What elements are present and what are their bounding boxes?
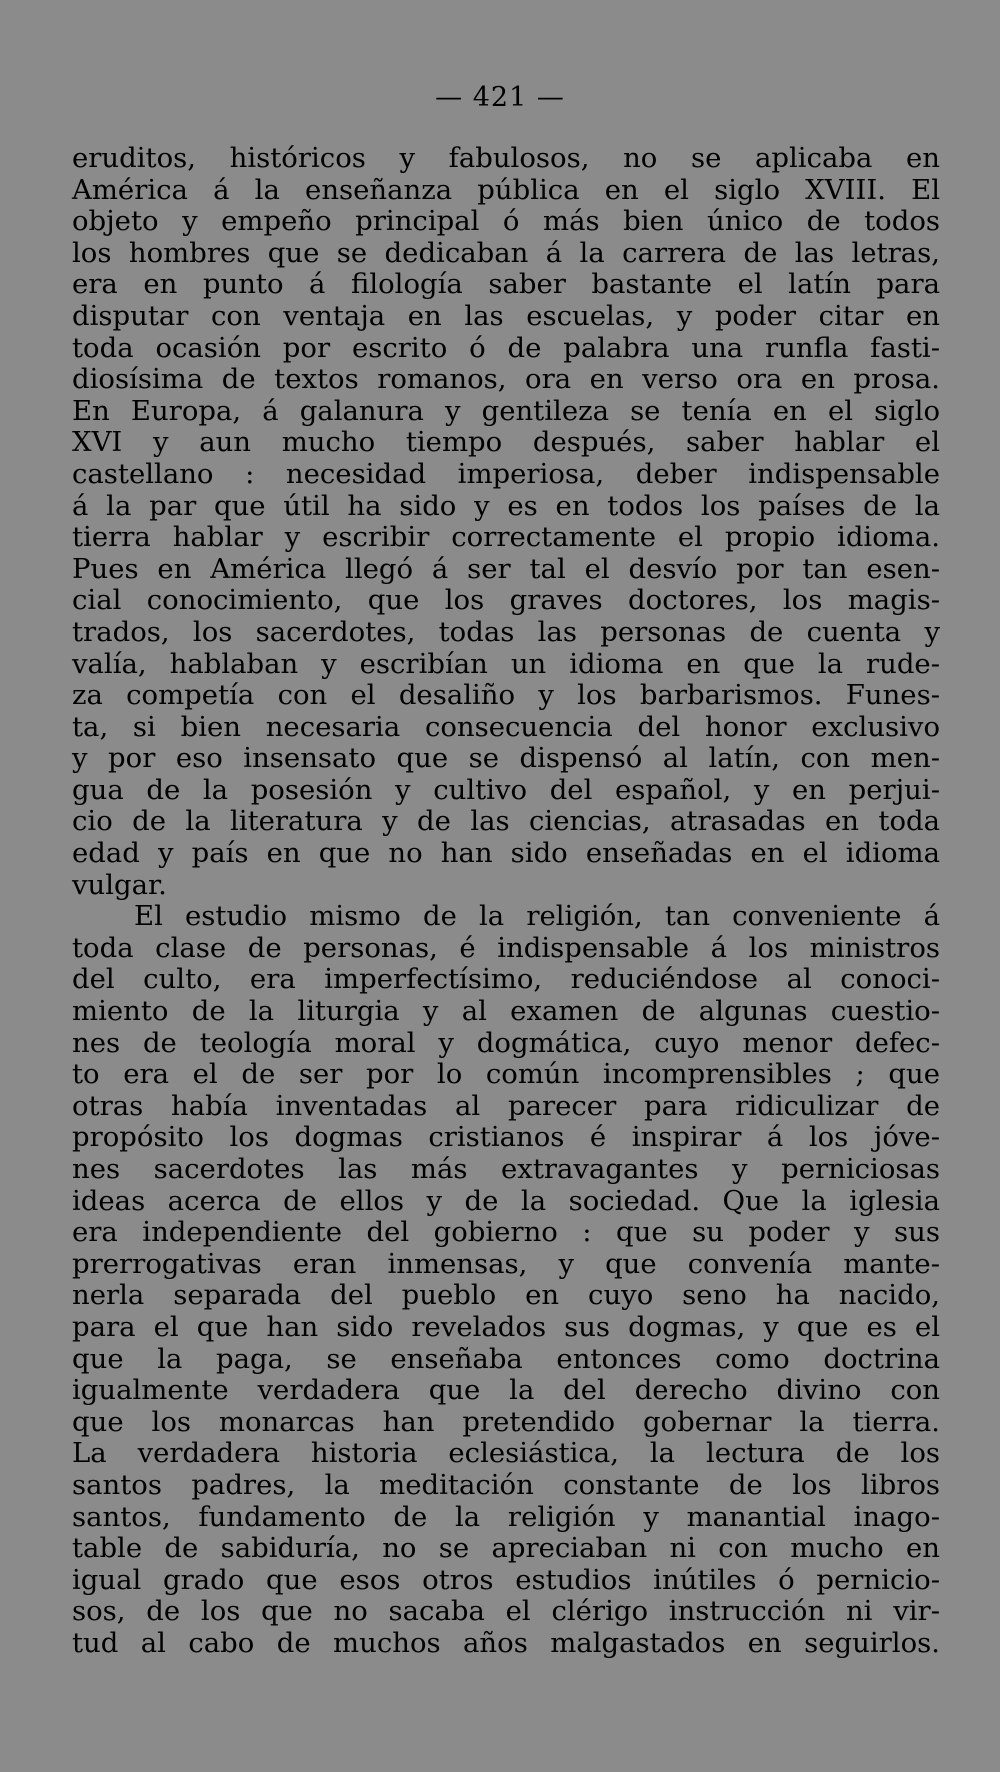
text-line: y por eso insensato que se dispensó al latín, con men-: [72, 742, 940, 775]
text-line: eruditos, históricos y fabulosos, no se aplicaba en: [72, 142, 940, 174]
text-line: toda clase de personas, é indispensable á los ministros: [72, 931, 940, 964]
text-line: trados, los sacerdotes, todas las personas de cuenta y: [72, 615, 940, 648]
text-line: América á la enseñanza pública en el siglo XVIII. El: [72, 173, 940, 206]
text-line: á la par que útil ha sido y es en todos los países de la: [72, 489, 940, 522]
text-line: que los monarcas han pretendido gobernar la tierra.: [72, 1405, 940, 1438]
text-line: que la paga, se enseñaba entonces como doctrina: [72, 1342, 940, 1375]
text-line: XVI y aun mucho tiempo después, saber hablar el: [72, 426, 940, 459]
text-line: tierra hablar y escribir correctamente el propio idioma.: [72, 521, 940, 554]
text-line: La verdadera historia eclesiástica, la lectura de los: [72, 1437, 940, 1470]
text-line: los hombres que se dedicaban á la carrera de las letras,: [72, 236, 940, 269]
text-line: El estudio mismo de la religión, tan conveniente á: [134, 900, 940, 933]
text-line: Pues en América llegó á ser tal el desvío por tan esen-: [72, 552, 940, 585]
page-number: — 421 —: [435, 82, 565, 113]
text-line: era independiente del gobierno : que su poder y sus: [72, 1216, 940, 1249]
text-line: to era el de ser por lo común incomprensibles ; que: [72, 1058, 940, 1091]
text-line: santos padres, la meditación constante de los libros: [72, 1468, 940, 1501]
text-line: era en punto á filología saber bastante el latín para: [72, 268, 940, 301]
text-line: valía, hablaban y escribían un idioma en que la rude-: [72, 647, 940, 680]
text-line: En Europa, á galanura y gentileza se tenía en el siglo: [72, 394, 940, 427]
text-line: propósito los dogmas cristianos é inspirar á los jóve-: [72, 1121, 940, 1154]
text-line: cial conocimiento, que los graves doctores, los magis-: [72, 584, 940, 617]
text-line: tud al cabo de muchos años malgastados en seguirlos.: [72, 1626, 940, 1659]
text-line: vulgar.: [72, 868, 167, 901]
text-line: igualmente verdadera que la del derecho divino con: [72, 1374, 940, 1407]
text-line: castellano : necesidad imperiosa, deber indispensable: [72, 457, 940, 490]
text-line: ideas acerca de ellos y de la sociedad. Que la iglesia: [72, 1184, 940, 1217]
text-line: table de sabiduría, no se apreciaban ni con mucho en: [72, 1532, 940, 1565]
text-line: otras había inventadas al parecer para ridiculizar de: [72, 1089, 940, 1122]
text-line: cio de la literatura y de las ciencias, atrasadas en toda: [72, 805, 940, 838]
text-line: objeto y empeño principal ó más bien único de todos: [72, 205, 940, 238]
text-line: disputar con ventaja en las escuelas, y poder citar en: [72, 299, 940, 332]
text-line: para el que han sido revelados sus dogmas, y que es el: [72, 1310, 940, 1343]
text-line: igual grado que esos otros estudios inútiles ó pernicio-: [72, 1563, 940, 1596]
text-line: nerla separada del pueblo en cuyo seno ha nacido,: [72, 1279, 940, 1312]
text-line: del culto, era imperfectísimo, reduciéndose al conoci-: [72, 963, 940, 996]
text-line: nes de teología moral y dogmática, cuyo menor defec-: [72, 1026, 940, 1059]
text-line: za competía con el desaliño y los barbarismos. Funes-: [72, 679, 940, 712]
text-line: gua de la posesión y cultivo del español, y en perjui-: [72, 773, 940, 806]
text-line: ta, si bien necesaria consecuencia del honor exclusivo: [72, 710, 940, 743]
text-line: nes sacerdotes las más extravagantes y perniciosas: [72, 1153, 940, 1185]
text-line: edad y país en que no han sido enseñadas en el idioma: [72, 837, 940, 870]
text-line: miento de la liturgia y al examen de algunas cuestio-: [72, 995, 940, 1028]
text-line: prerrogativas eran inmensas, y que convenía mante-: [72, 1247, 940, 1280]
body-text: [72, 143, 940, 1660]
text-line: sos, de los que no sacaba el clérigo instrucción ni vir-: [72, 1595, 940, 1628]
text-line: diosísima de textos romanos, ora en verso ora en prosa.: [72, 363, 940, 396]
text-line: santos, fundamento de la religión y manantial inago-: [72, 1500, 940, 1533]
text-line: toda ocasión por escrito ó de palabra una runfla fasti-: [72, 331, 940, 364]
